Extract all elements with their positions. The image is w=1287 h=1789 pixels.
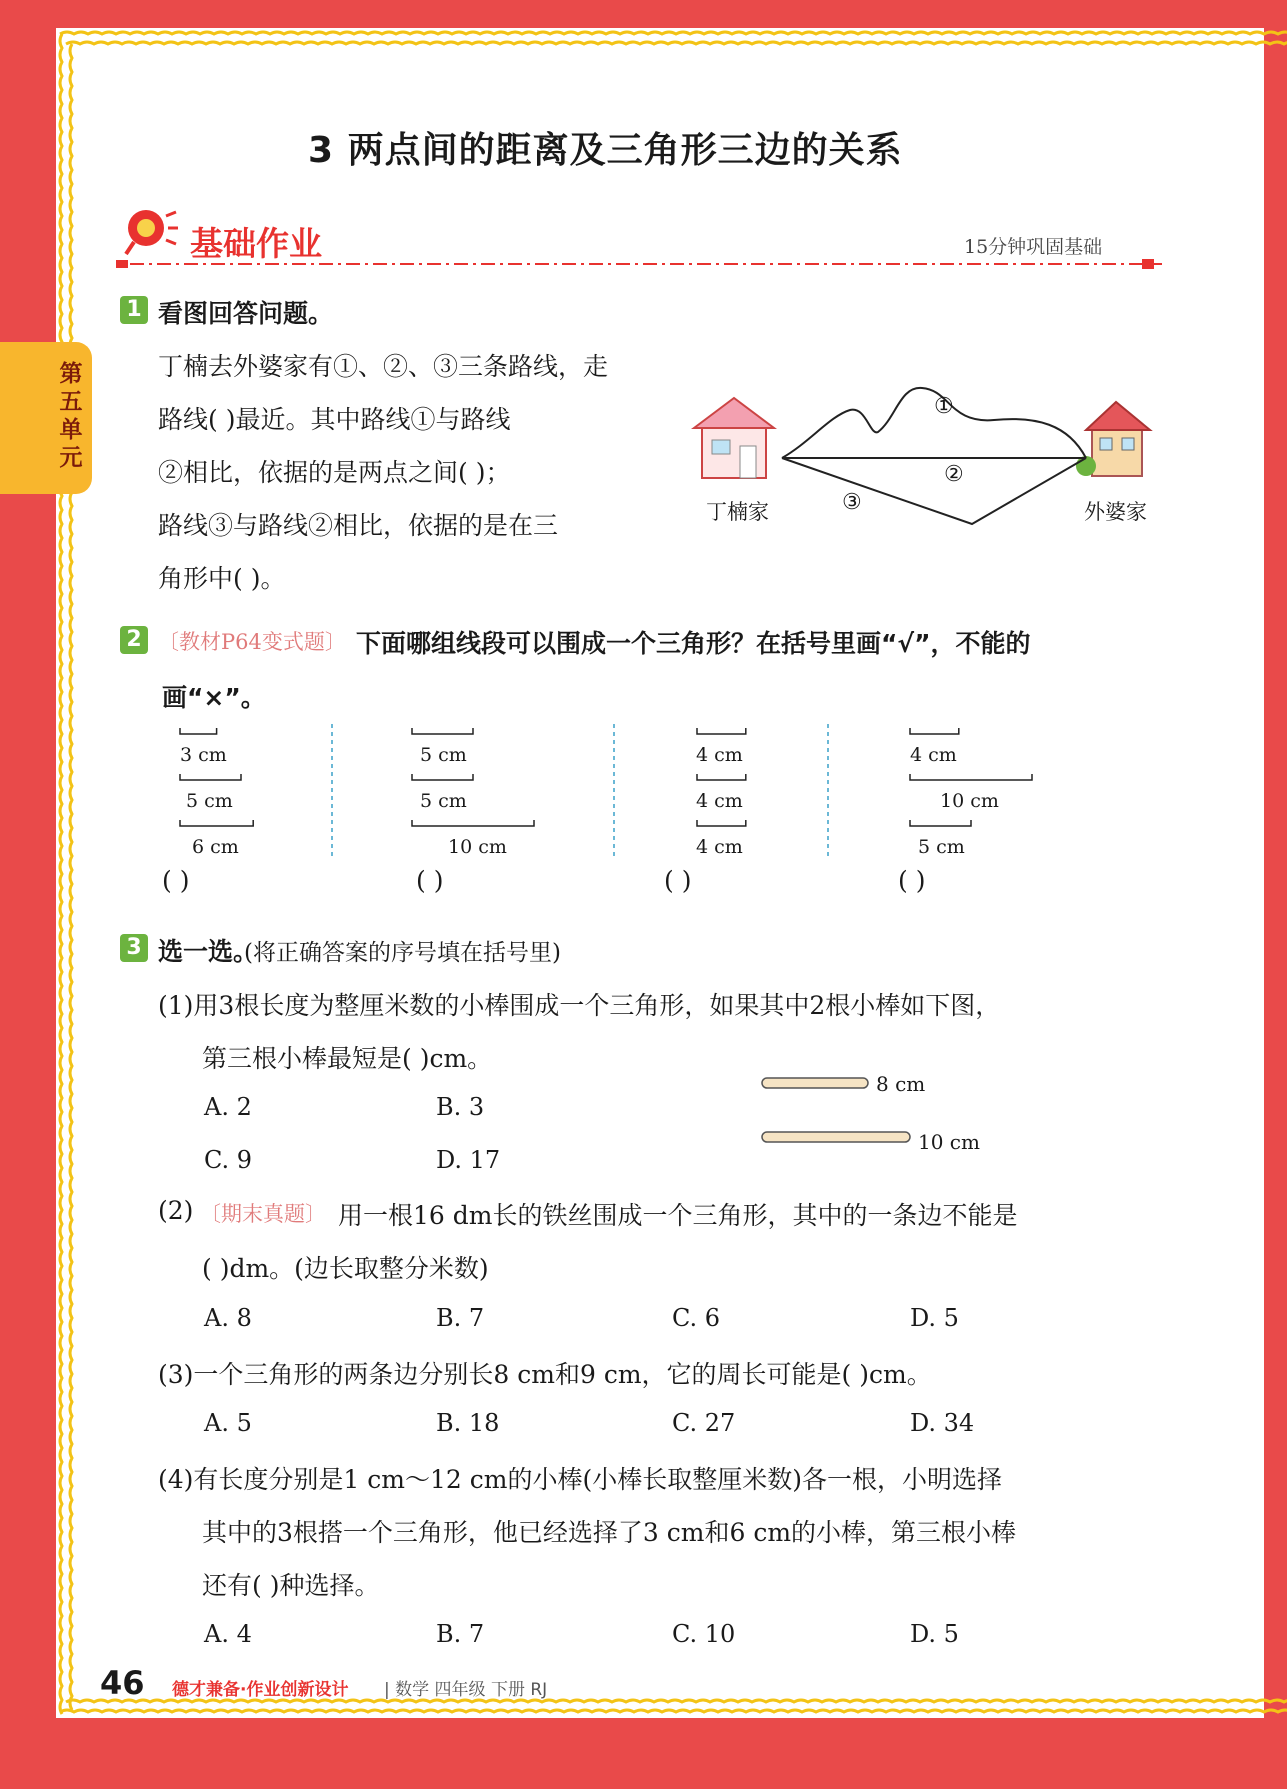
q3-part1-option-c[interactable]: C. 9 [204, 1146, 253, 1174]
q3-part4-line: (4)有长度分别是1 cm～12 cm的小棒(小棒长取整厘米数)各一根，小明选择 [158, 1465, 1002, 1494]
q3-part2-source-tag: 〔期末真题〕 [200, 1202, 326, 1226]
q3-part2-option-c[interactable]: C. 6 [672, 1304, 721, 1332]
footer-brand: 德才兼备·作业创新设计 [172, 1680, 349, 1700]
q3-part3-option-a[interactable]: A. 5 [204, 1409, 252, 1437]
stick-8cm [762, 1078, 868, 1088]
section-title: 基础作业 [190, 224, 322, 263]
segment-label: 10 cm [448, 836, 507, 858]
section-subtitle: 15分钟巩固基础 [964, 236, 1103, 258]
segment-line [412, 774, 473, 780]
footer-book-info: | 数学 四年级 下册 RJ [384, 1680, 548, 1700]
segment-label: 5 cm [420, 744, 467, 766]
q3-part1-line: 第三根小棒最短是( )cm。 [202, 1044, 493, 1073]
stick-label: 8 cm [876, 1072, 926, 1096]
q3-part3-option-d[interactable]: D. 34 [910, 1409, 975, 1437]
question-1-heading: 看图回答问题。 [158, 299, 334, 328]
segment-line [910, 774, 1032, 780]
group-1-answer-bracket[interactable]: ( ) [162, 866, 190, 895]
question-1-line: 路线③与路线②相比，依据的是在三 [158, 511, 559, 540]
q3-part2-prefix: (2) [158, 1196, 194, 1225]
segment-line [412, 728, 473, 734]
question-1-line: 丁楠去外婆家有①、②、③三条路线，走 [158, 352, 609, 381]
route-2-label: ② [944, 462, 964, 487]
q3-part1-option-a[interactable]: A. 2 [204, 1093, 252, 1121]
question-3-note: (将正确答案的序号填在括号里) [244, 940, 561, 966]
question-1-line: ②相比，依据的是两点之间( )； [158, 458, 511, 487]
q3-part2-line: 用一根16 dm长的铁丝围成一个三角形，其中的一条边不能是 [338, 1201, 1018, 1230]
section-divider [116, 258, 1162, 270]
grandma-house-icon [1076, 402, 1150, 476]
route-1-label: ① [934, 394, 954, 419]
page-title: 3 两点间的距离及三角形三边的关系 [308, 130, 903, 171]
q3-part2-option-d[interactable]: D. 5 [910, 1304, 959, 1332]
route-3-label: ③ [842, 490, 862, 515]
group-2-answer-bracket[interactable]: ( ) [416, 866, 444, 895]
q3-part4-option-c[interactable]: C. 10 [672, 1620, 736, 1648]
group-4-answer-bracket[interactable]: ( ) [898, 866, 926, 895]
segment-line [910, 728, 959, 734]
segment-line [180, 820, 253, 826]
group-3-answer-bracket[interactable]: ( ) [664, 866, 692, 895]
segment-line [697, 728, 746, 734]
segment-label: 5 cm [420, 790, 467, 812]
question-1-line: 路线( )最近。其中路线①与路线 [158, 405, 511, 434]
segment-label: 4 cm [696, 790, 743, 812]
q3-part1-option-d[interactable]: D. 17 [436, 1146, 501, 1174]
question-3-heading: 选一选。 [158, 937, 259, 966]
question-2-source-tag: 〔教材P64变式题〕 [158, 630, 346, 654]
segment-line [910, 820, 971, 826]
segment-line [180, 728, 217, 734]
segment-line [412, 820, 534, 826]
question-2-number: 2 [120, 626, 148, 654]
segment-label: 4 cm [910, 744, 957, 766]
segment-line [697, 774, 746, 780]
page-number: 46 [100, 1664, 145, 1702]
q3-part3-option-b[interactable]: B. 18 [436, 1409, 500, 1437]
stick-label: 10 cm [918, 1130, 980, 1154]
home-house-icon [694, 398, 774, 478]
question-1-number: 1 [120, 296, 148, 324]
segment-label: 5 cm [186, 790, 233, 812]
q3-part4-option-b[interactable]: B. 7 [436, 1620, 485, 1648]
q3-part1-line: (1)用3根长度为整厘米数的小棒围成一个三角形，如果其中2根小棒如下图， [158, 991, 1001, 1020]
q3-part2-option-a[interactable]: A. 8 [204, 1304, 252, 1332]
segment-label: 3 cm [180, 744, 227, 766]
segment-label: 5 cm [918, 836, 965, 858]
q3-part4-option-d[interactable]: D. 5 [910, 1620, 959, 1648]
q3-part4-line: 还有( )种选择。 [202, 1571, 380, 1600]
question-1-line: 角形中( )。 [158, 564, 286, 593]
lamp-icon [118, 206, 180, 262]
q3-part4-line: 其中的3根搭一个三角形，他已经选择了3 cm和6 cm的小棒，第三根小棒 [202, 1518, 1017, 1547]
segment-label: 6 cm [192, 836, 239, 858]
question-2-heading: 下面哪组线段可以围成一个三角形？在括号里画“√”，不能的 [356, 629, 1031, 658]
q3-part4-option-a[interactable]: A. 4 [204, 1620, 252, 1648]
unit-side-tab-label: 第五单元 [59, 361, 83, 471]
q3-part2-line: ( )dm。(边长取整分米数) [202, 1254, 489, 1283]
segment-line [180, 774, 241, 780]
route-3-path [782, 458, 1086, 524]
question-2-heading-cont: 画“×”。 [162, 683, 266, 712]
grandma-home-label: 外婆家 [1084, 500, 1147, 524]
q3-part3-line: (3)一个三角形的两条边分别长8 cm和9 cm，它的周长可能是( )cm。 [158, 1360, 932, 1389]
segment-label: 4 cm [696, 836, 743, 858]
q3-part3-option-c[interactable]: C. 27 [672, 1409, 736, 1437]
home-label: 丁楠家 [706, 500, 769, 524]
segment-label: 10 cm [940, 790, 999, 812]
segment-line [697, 820, 746, 826]
stick-10cm [762, 1132, 910, 1142]
question-3-number: 3 [120, 934, 148, 962]
q3-part2-option-b[interactable]: B. 7 [436, 1304, 485, 1332]
segment-label: 4 cm [696, 744, 743, 766]
q3-part1-option-b[interactable]: B. 3 [436, 1093, 485, 1121]
